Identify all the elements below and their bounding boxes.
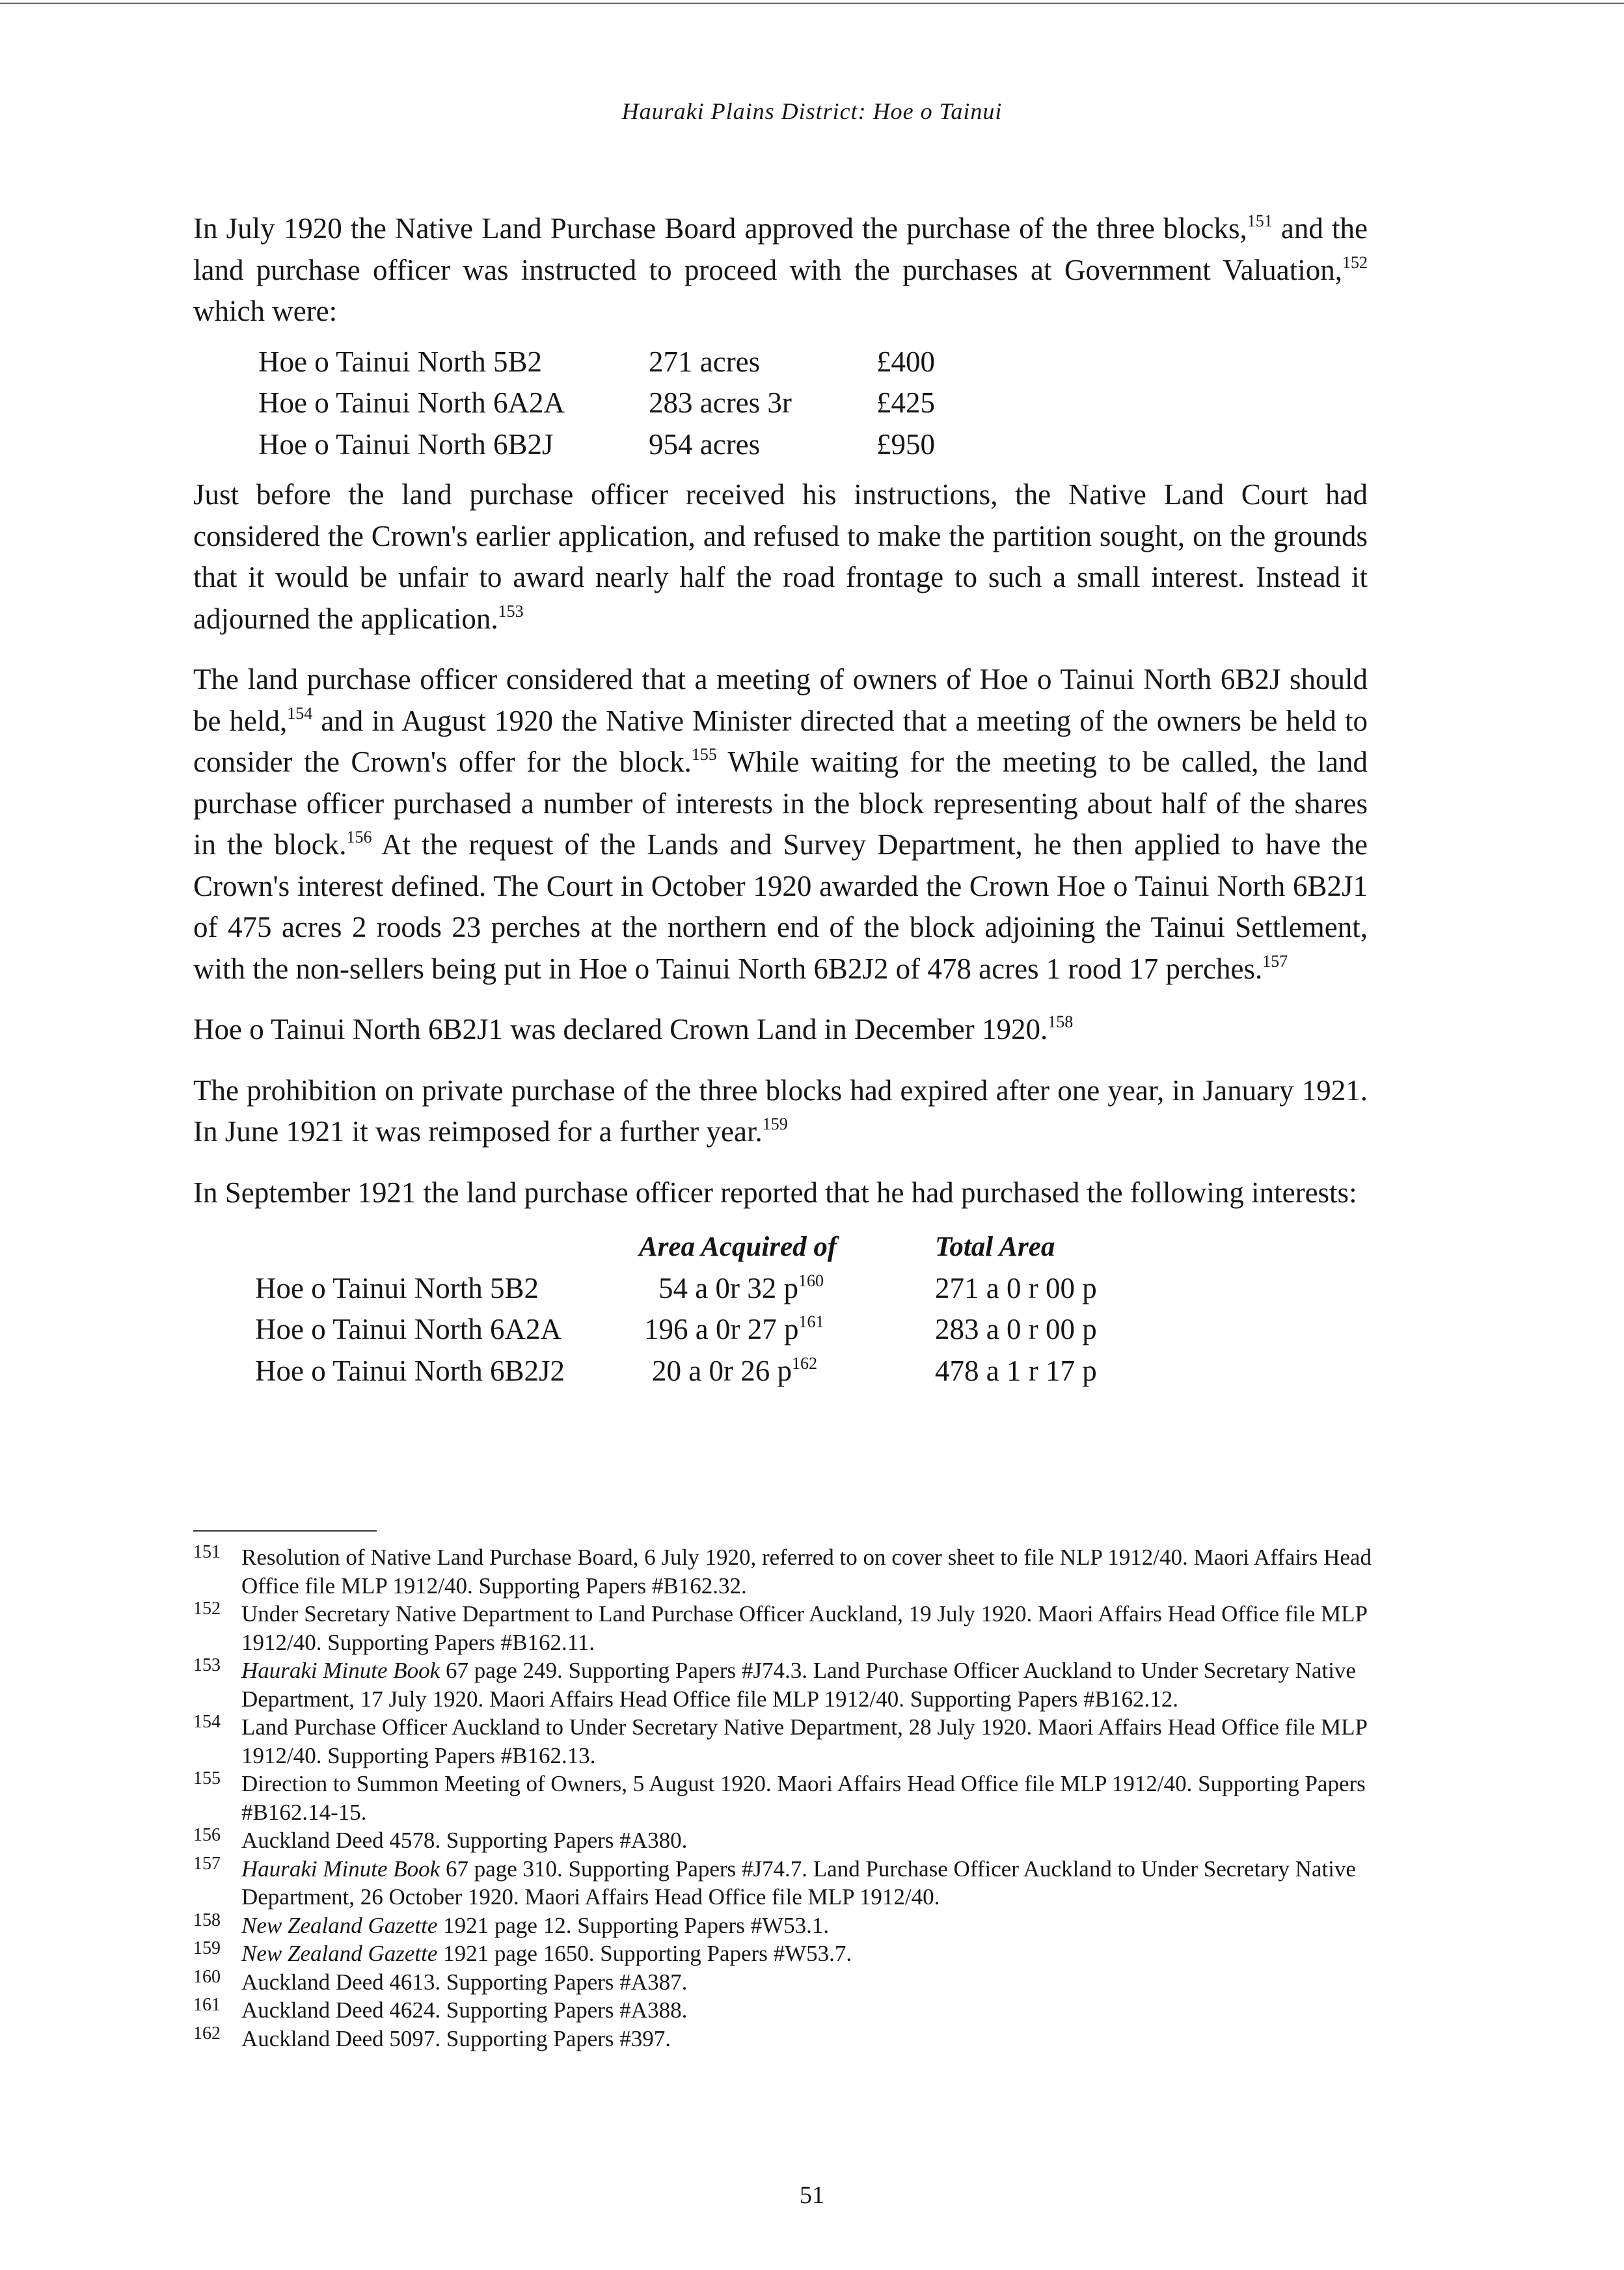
footnote-number: 160 [193,1966,221,1987]
footnote-source-title: New Zealand Gazette [241,1912,438,1938]
footnote-number: 156 [193,1825,221,1845]
footnote-ref: 159 [762,1115,788,1133]
footnote-source-title: New Zealand Gazette [241,1941,438,1966]
footnote-number: 157 [193,1853,221,1874]
running-header: Hauraki Plains District: Hoe o Tainui [621,98,1003,124]
footnote-ref: 154 [287,703,313,723]
footnote [193,1968,1384,1997]
footnote-text: Auckland Deed 5097. Supporting Papers #397. [241,2025,671,2051]
col-header-area-acquired: Area Acquired of [639,1232,837,1262]
footnote-text: Auckland Deed 4578. Supporting Papers #A380. [241,1828,688,1853]
total-area: 283 a 0 r 00 p [935,1313,1097,1345]
footnote-text: 67 page 310. Supporting Papers #J74.7. Land Purchase Officer Auckland to Under Secretary Native Department, 26 October 1920. Maori Affairs Head Office file MLP 1912/40. [241,1856,1356,1910]
block-value: £400 [876,345,935,378]
block-area: 271 acres [649,345,761,378]
footnote-number: 162 [193,2023,221,2044]
valuation-table [258,342,935,466]
footnote-number: 158 [193,1910,221,1930]
page-number: 51 [800,2182,824,2209]
area-acquired [639,1268,935,1310]
paragraph-text: The land purchase officer considered that a meeting of owners of Hoe o Tainui North 6B2J should be held, [193,663,1368,737]
table-row [255,1309,1097,1351]
total-area: 271 a 0 r 00 p [935,1271,1097,1304]
footnote [193,1939,1384,1968]
footnote [193,1855,1384,1912]
footnote-ref: 160 [798,1271,824,1290]
paragraph-3 [193,659,1368,990]
top-rule [0,3,1624,4]
footnotes [193,1543,1384,2053]
area-acquired-value: 54 a 0r 32 p [658,1271,798,1304]
table-header-row [255,1226,1097,1268]
paragraph-2 [193,474,1368,640]
paragraph-text: which were: [193,295,338,327]
footnote-text: Auckland Deed 4624. Supporting Papers #A388. [241,1997,688,2023]
footnote-ref: 158 [1048,1012,1074,1031]
footnote-ref: 152 [1342,252,1368,272]
footnote-text: 1921 page 12. Supporting Papers #W53.1. [437,1912,830,1938]
table-row [258,383,935,424]
footnote-number: 155 [193,1768,221,1789]
footnote-text: 67 page 249. Supporting Papers #J74.3. Land Purchase Officer Auckland to Under Secretary Native Department, 17 July 1920. Maori Affairs Head Office file MLP 1912/40. Supporting Papers #B162.12. [241,1658,1356,1712]
footnote-rule [193,1530,377,1532]
footnote-ref: 161 [798,1312,824,1331]
paragraph-text: In September 1921 the land purchase officer reported that he had purchased the following interests: [193,1176,1357,1209]
paragraph-5 [193,1070,1368,1153]
area-acquired [639,1309,935,1351]
paragraph-1 [193,208,1368,332]
footnote [193,1770,1384,1826]
footnote-text: Land Purchase Officer Auckland to Under Secretary Native Department, 28 July 1920. Maori Affairs Head Office file MLP 1912/40. Supporting Papers #B162.13. [241,1714,1367,1768]
paragraph-text: and in August 1920 the Native Minister directed that a meeting of the owners be held to consider the Crown's offer for the block. [193,704,1368,778]
footnote [193,1996,1384,2025]
paragraph-4 [193,1009,1368,1051]
footnote-ref: 156 [346,828,372,846]
col-header-total-area: Total Area [935,1232,1055,1262]
footnote-number: 161 [193,1995,221,2015]
block-area: 954 acres [649,427,761,461]
footnote-text: Direction to Summon Meeting of Owners, 5 August 1920. Maori Affairs Head Office file MLP 1912/40. Supporting Papers #B162.14-15. [241,1771,1366,1825]
total-area: 478 a 1 r 17 p [935,1354,1097,1387]
paragraph-text: Just before the land purchase officer received his instructions, the Native Land Court had considered the Crown's earlier application, and refused to make the partition sought, on the grounds that it would be unfair to award nearly half the road frontage to such a small interest. Instead it adjourned the application. [193,478,1368,635]
footnote-ref: 157 [1262,951,1288,971]
paragraph-text: At the request of the Lands and Survey Department, he then applied to have the Crown's interest defined. The Court in October 1920 awarded the Crown Hoe o Tainui North 6B2J1 of 475 acres 2 roods 23 perches at the northern end of the block adjoining the Tainui Settlement, with the non-sellers being put in Hoe o Tainui North 6B2J2 of 478 acres 1 rood 17 perches. [193,828,1368,985]
footnote-text: Under Secretary Native Department to Land Purchase Officer Auckland, 19 July 1920. Maori Affairs Head Office file MLP 1912/40. Supporting Papers #B162.11. [241,1601,1367,1655]
paragraph-text: In July 1920 the Native Land Purchase Board approved the purchase of the three blocks, [193,212,1247,245]
footnote-source-title: Hauraki Minute Book [241,1856,440,1882]
block-name: Hoe o Tainui North 5B2 [258,345,542,378]
footnote [193,1656,1384,1713]
table-row [258,342,935,383]
block-name: Hoe o Tainui North 6B2J [258,427,554,461]
paragraph-6 [193,1172,1368,1214]
footnote-ref: 155 [691,745,717,764]
footnote [193,2025,1384,2053]
footnote [193,1543,1384,1600]
block-area: 283 acres 3r [649,386,792,419]
footnote-ref: 153 [498,601,524,621]
footnote-source-title: Hauraki Minute Book [241,1658,440,1683]
paragraph-text: The prohibition on private purchase of the three blocks had expired after one year, in January 1921. In June 1921 it was reimposed for a further year. [193,1074,1368,1148]
area-acquired-value: 20 a 0r 26 p [652,1354,792,1387]
footnote-number: 152 [193,1599,221,1619]
paragraph-text: While waiting for the meeting to be called, the land purchase officer purchased a number of interests in the block representing about half of the shares in the block. [193,746,1368,861]
footnote-number: 151 [193,1542,221,1562]
block-name: Hoe o Tainui North 5B2 [255,1271,539,1304]
footnote-ref: 151 [1247,211,1273,230]
area-acquired [639,1351,935,1392]
block-name: Hoe o Tainui North 6A2A [258,386,565,419]
footnote-ref: 162 [791,1353,817,1373]
footnote [193,1826,1384,1855]
interests-table [255,1226,1097,1392]
main-text [193,208,1368,1392]
block-value: £950 [876,427,935,461]
footnote [193,1600,1384,1656]
table-row [255,1351,1097,1392]
footnote-number: 159 [193,1938,221,1958]
footnote [193,1912,1384,1940]
paragraph-text: Hoe o Tainui North 6B2J1 was declared Crown Land in December 1920. [193,1013,1048,1046]
table-row [258,424,935,466]
footnote [193,1713,1384,1770]
footnote-number: 153 [193,1655,221,1675]
block-name: Hoe o Tainui North 6A2A [255,1313,562,1345]
area-acquired-value: 196 a 0r 27 p [644,1313,799,1345]
table-row [255,1268,1097,1310]
footnote-number: 154 [193,1712,221,1732]
block-value: £425 [876,386,935,419]
paragraph-text: and the land purchase officer was instructed to proceed with the purchases at Government Valuation, [193,212,1368,286]
footnote-text: 1921 page 1650. Supporting Papers #W53.7. [437,1941,852,1966]
footnote-text: Auckland Deed 4613. Supporting Papers #A387. [241,1969,688,1995]
block-name: Hoe o Tainui North 6B2J2 [255,1354,565,1387]
footnote-text: Resolution of Native Land Purchase Board, 6 July 1920, referred to on cover sheet to file NLP 1912/40. Maori Affairs Head Office file MLP 1912/40. Supporting Papers #B162.32. [241,1545,1372,1599]
